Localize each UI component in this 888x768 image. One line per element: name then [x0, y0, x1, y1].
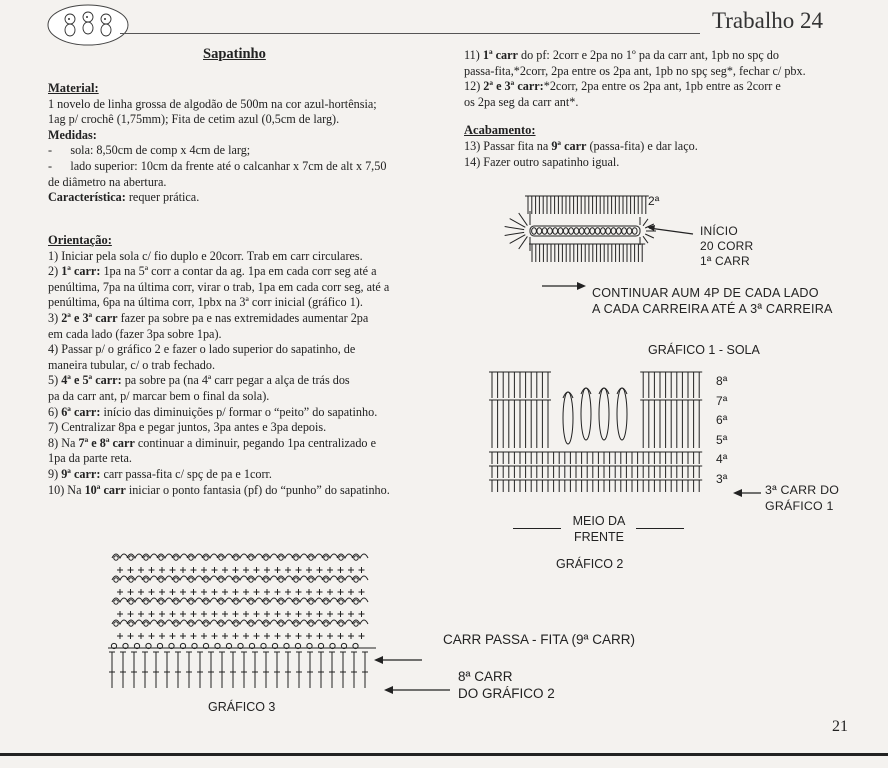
carr8-arrow-icon: [382, 684, 452, 696]
grafico1-title: GRÁFICO 1 - SOLA: [648, 343, 760, 357]
meio-left-rule: [513, 528, 561, 529]
orientacao-line: penúltima, 6pa na última corr, 1pbx na 3ª corr inicial (gráfico 1).: [48, 295, 363, 310]
bunny-logo-icon: [46, 2, 130, 48]
continuar-arrow-icon: [540, 280, 588, 292]
orientacao-line: 1pa da parte reta.: [48, 451, 132, 466]
orientacao-line: pa da carr ant, p/ marcar bem o final da sola).: [48, 388, 270, 403]
article-title: Sapatinho: [203, 46, 266, 62]
step-11-cont: passa-fita,*2corr, 2pa entre os 2pa ant, 1pb no spç seg*, fechar c/ pbx.: [464, 63, 806, 78]
orientacao-line: 5) 4ª e 5ª carr: pa sobre pa (na 4ª carr pegar a alça de trás dos: [48, 373, 350, 388]
medidas-sola: - sola: 8,50cm de comp x 4cm de larg;: [48, 143, 251, 158]
medidas-lado-cont: de diâmetro na abertura.: [48, 174, 167, 189]
orientacao-line: 10) Na 10ª carr iniciar o ponto fantasia (pf) do “punho” do sapatinho.: [48, 482, 390, 497]
grafico2-carr3-note: 3ª CARR DO GRÁFICO 1: [765, 483, 840, 513]
orientacao-line: 4) Passar p/ o gráfico 2 e fazer o lado superior do sapatinho, de: [48, 342, 356, 357]
orientacao-line: 2) 1ª carr: 1pa na 5ª corr a contar da ag. 1pa em cada corr seg até a: [48, 264, 377, 279]
grafico3-title: GRÁFICO 3: [208, 700, 276, 714]
orientacao-line: 8) Na 7ª e 8ª carr continuar a diminuir, pegando 1pa centralizado e: [48, 435, 376, 450]
orientacao-section: [48, 233, 443, 498]
orientacao-line: 9) 9ª carr: carr passa-fita c/ spç de pa e 1corr.: [48, 466, 272, 481]
page-number: 21: [832, 718, 848, 735]
orientacao-line: penúltima, 7pa na última corr, virar o trab, 1pa em cada corr seg, até a: [48, 279, 390, 294]
step-12: 12) 2ª e 3ª carr:*2corr, 2pa entre os 2pa ant, 1pb entre as 2corr e: [464, 79, 781, 94]
grafico2-title: GRÁFICO 2: [556, 557, 624, 571]
right-column-text: [464, 48, 864, 170]
grafico2-row-label: 7ª: [716, 393, 728, 408]
grafico3-carr8-note: 8ª CARR DO GRÁFICO 2: [458, 669, 555, 701]
material-section: [48, 81, 438, 206]
grafico2-row-label: 5ª: [716, 432, 728, 447]
grafico2-diagram: [486, 360, 716, 492]
passa-arrow-icon: [372, 654, 424, 666]
orientacao-line: maneira tubular, c/ o trab fechado.: [48, 357, 216, 372]
orientacao-list: [48, 249, 443, 499]
orientacao-line: 7) Centralizar 8pa e pegar juntos, 3pa antes e 3pa depois.: [48, 420, 327, 435]
caracteristica: Característica: requer prática.: [48, 190, 200, 205]
grafico1-inicio-label: INÍCIO 20 CORR 1ª CARR: [700, 224, 754, 268]
header-rule: [120, 33, 700, 34]
material-heading: Material:: [48, 81, 99, 95]
bottom-rule: [0, 753, 888, 756]
orientacao-line: em cada lado (fazer 3pa sobre 1pa).: [48, 326, 222, 341]
page-header-title: Trabalho 24: [712, 8, 823, 33]
material-line: 1ag p/ crochê (1,75mm); Fita de cetim azul (0,5cm de larg).: [48, 112, 340, 127]
grafico1-continuar-note: CONTINUAR AUM 4P DE CADA LADO A CADA CARREIRA ATÉ A 3ª CARREIRA: [592, 286, 833, 316]
orientacao-line: 3) 2ª e 3ª carr fazer pa sobre pa e nas extremidades aumentar 2pa: [48, 310, 369, 325]
grafico2-row-label: 4ª: [716, 452, 728, 467]
step-11: 11) 1ª carr do pf: 2corr e 2pa no 1º pa da carr ant, 1pb no spç do: [464, 48, 779, 62]
grafico3-diagram: [104, 548, 388, 696]
grafico2-row-label: 3ª: [716, 472, 728, 486]
grafico1-round2-label: 2ª: [648, 194, 660, 208]
material-line: 1 novelo de linha grossa de algodão de 500m na cor azul-hortênsia;: [48, 96, 377, 111]
orientacao-heading: Orientação:: [48, 233, 112, 247]
step-14: 14) Fazer outro sapatinho igual.: [464, 154, 620, 169]
step-12-cont: os 2pa seg da carr ant*.: [464, 94, 579, 109]
inicio-arrow-icon: [645, 222, 695, 242]
orientacao-line: 6) 6ª carr: início das diminuições p/ formar o “peito” do sapatinho.: [48, 404, 378, 419]
grafico2-row-label: 8ª: [716, 374, 728, 388]
medidas-heading: Medidas:: [48, 127, 97, 142]
step-13: 13) Passar fita na 9ª carr (passa-fita) e dar laço.: [464, 138, 698, 153]
carr3-arrow-icon: [731, 487, 763, 499]
grafico2-row-label: 6ª: [716, 413, 728, 428]
medidas-lado: - lado superior: 10cm da frente até o calcanhar x 7cm de alt x 7,50: [48, 158, 387, 173]
grafico3-passa-label: CARR PASSA - FITA (9ª CARR): [443, 632, 636, 647]
meio-right-rule: [636, 528, 684, 529]
grafico2-meio-label: MEIO DA FRENTE: [572, 514, 626, 544]
orientacao-line: 1) Iniciar pela sola c/ fio duplo e 20corr. Trab em carr circulares.: [48, 248, 363, 263]
acabamento-heading: Acabamento:: [464, 123, 536, 138]
